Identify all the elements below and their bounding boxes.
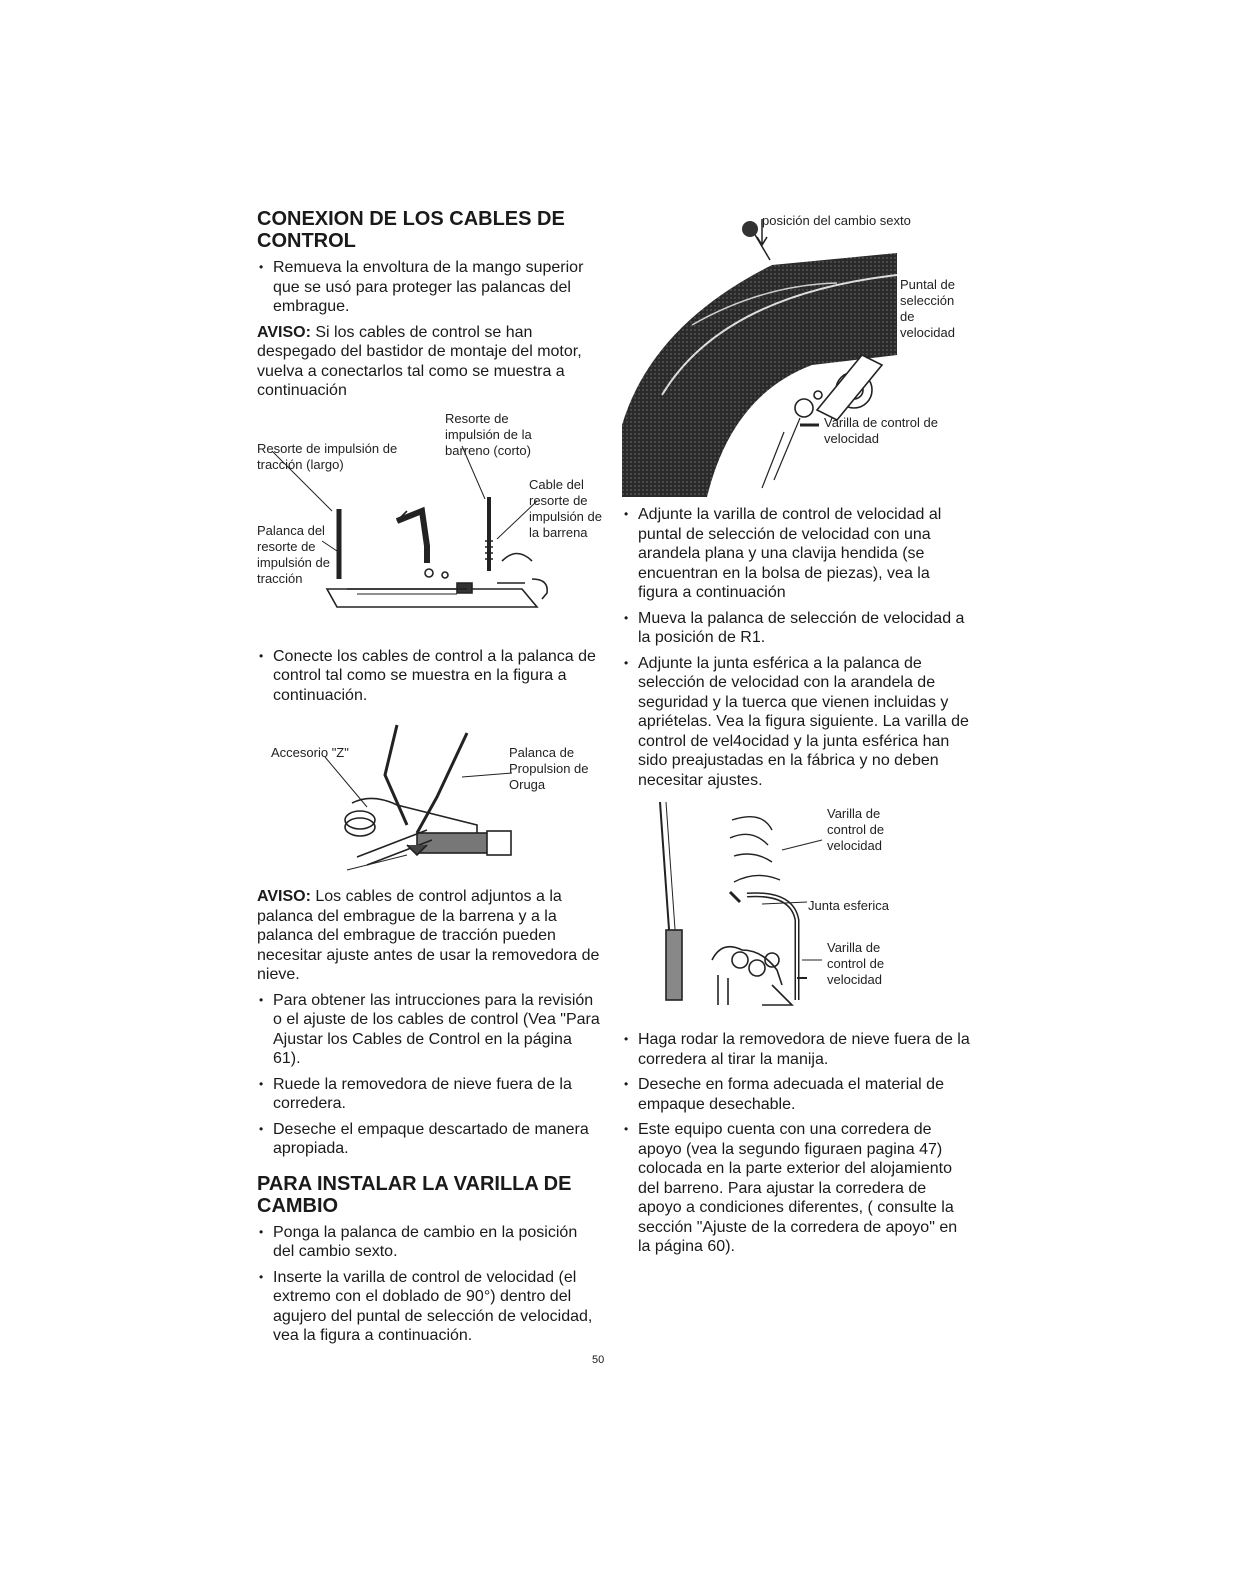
list-item: • Conecte los cables de control a la palanca de control tal como se muestra en la figura a continuación. xyxy=(257,647,602,706)
notice-paragraph xyxy=(257,887,602,985)
list-item: • Remueva la envoltura de la mango superior que se usó para proteger las palancas del embrague. xyxy=(257,258,602,317)
page-number: 50 xyxy=(592,1354,605,1366)
label-rod-bottom: Varilla de control de velocidad xyxy=(827,940,885,987)
heading-shift-rod: PARA INSTALAR LA VARILLA DE CAMBIO xyxy=(257,1172,572,1217)
bullet-list xyxy=(257,1223,602,1346)
label-auger-spring: Resorte de impulsión de la barreno (corto) xyxy=(445,410,532,458)
right-column xyxy=(622,205,972,1263)
label-traction-lever: Palanca del resorte de impulsión de tracción xyxy=(257,522,330,586)
bullet-list xyxy=(257,647,602,706)
notice-label: AVISO: xyxy=(257,323,311,341)
bullet-list xyxy=(257,991,602,1159)
list-item: • Este equipo cuenta con una corredera de apoyo (vea la segundo figuraen pagina 47) colocada en la parte exterior del alojamiento del barreno. Para ajustar la corredera de apoyo a condiciones diferentes, ( consulte la sección "Ajuste de la corredera de apoyo" en la página 60). xyxy=(622,1120,972,1257)
bullet-list xyxy=(622,505,972,790)
label-traction-spring: Resorte de impulsión de tracción (largo) xyxy=(257,440,398,472)
figure-drive-springs xyxy=(257,411,602,639)
label-z-accessory: Accesorio "Z" xyxy=(271,745,349,760)
figure-z-accessory xyxy=(257,715,602,879)
list-item: • Haga rodar la removedora de nieve fuera de la corredera al tirar la manija. xyxy=(622,1030,972,1069)
list-item: • Adjunte la junta esférica a la palanca de selección de velocidad con la arandela de seguridad y la tuerca que vienen incluidas y apriételas. Vea la figura siguiente. La varilla de control de vel4ocidad y la junta esférica han sido preajustadas en la fábrica y no deben necesitar ajustes. xyxy=(622,654,972,791)
list-item: • Ponga la palanca de cambio en la posición del cambio sexto. xyxy=(257,1223,602,1262)
list-item: • Adjunte la varilla de control de velocidad al puntal de selección de velocidad con una arandela plana y una clavija hendida (se encuentran en la bolsa de piezas), vea la figura a continuación xyxy=(622,505,972,603)
notice-text: Si los cables de control se han despegado del bastidor de montaje del motor, vuelva a conectarlos tal como se muestra a continuación xyxy=(257,323,582,399)
heading-control-cables: CONEXION DE LOS CABLES DE CONTROL xyxy=(257,208,565,252)
list-item: • Para obtener las intrucciones para la revisión o el ajuste de los cables de control (Vea "Para Ajustar los Cables de Control en la página 61). xyxy=(257,991,602,1069)
left-column xyxy=(257,208,602,1352)
list-item: • Mueva la palanca de selección de velocidad a la posición de R1. xyxy=(622,609,972,648)
list-item: • Deseche el empaque descartado de manera apropiada. xyxy=(257,1120,602,1159)
figure-z-accessory-drawing xyxy=(257,715,602,879)
figure-speed-selector xyxy=(622,205,972,497)
figure-speed-selector-drawing xyxy=(622,205,972,497)
label-rod-top: Varilla de control de velocidad xyxy=(827,806,885,853)
list-item: • Inserte la varilla de control de velocidad (el extremo con el doblado de 90°) dentro del agujero del puntal de selección de velocidad, vea la figura a continuación. xyxy=(257,1268,602,1346)
label-sixth-gear: posición del cambio sexto xyxy=(762,213,911,228)
notice-label: AVISO: xyxy=(257,888,311,905)
bullet-list xyxy=(257,258,602,317)
label-selector: Puntal de selección de velocidad xyxy=(900,277,955,340)
label-propulsion-lever: Palanca de Propulsion de Oruga xyxy=(509,745,589,792)
bullet-list xyxy=(622,1030,972,1257)
figure-ball-joint-drawing xyxy=(622,800,972,1022)
list-item: • Ruede la removedora de nieve fuera de la corredera. xyxy=(257,1075,602,1114)
figure-ball-joint xyxy=(622,800,972,1022)
label-speed-rod: Varilla de control de velocidad xyxy=(824,415,938,446)
list-item: • Deseche en forma adecuada el material de empaque desechable. xyxy=(622,1075,972,1114)
label-auger-cable: Cable del resorte de impulsión de la barrena xyxy=(529,476,602,540)
notice-paragraph xyxy=(257,323,602,401)
notice-text: Los cables de control adjuntos a la palanca del embrague de la barrena y a la palanca del embrague de tracción pueden necesitar ajuste antes de usar la removedora de nieve. xyxy=(257,888,600,983)
label-ball-joint: Junta esferica xyxy=(808,898,889,913)
